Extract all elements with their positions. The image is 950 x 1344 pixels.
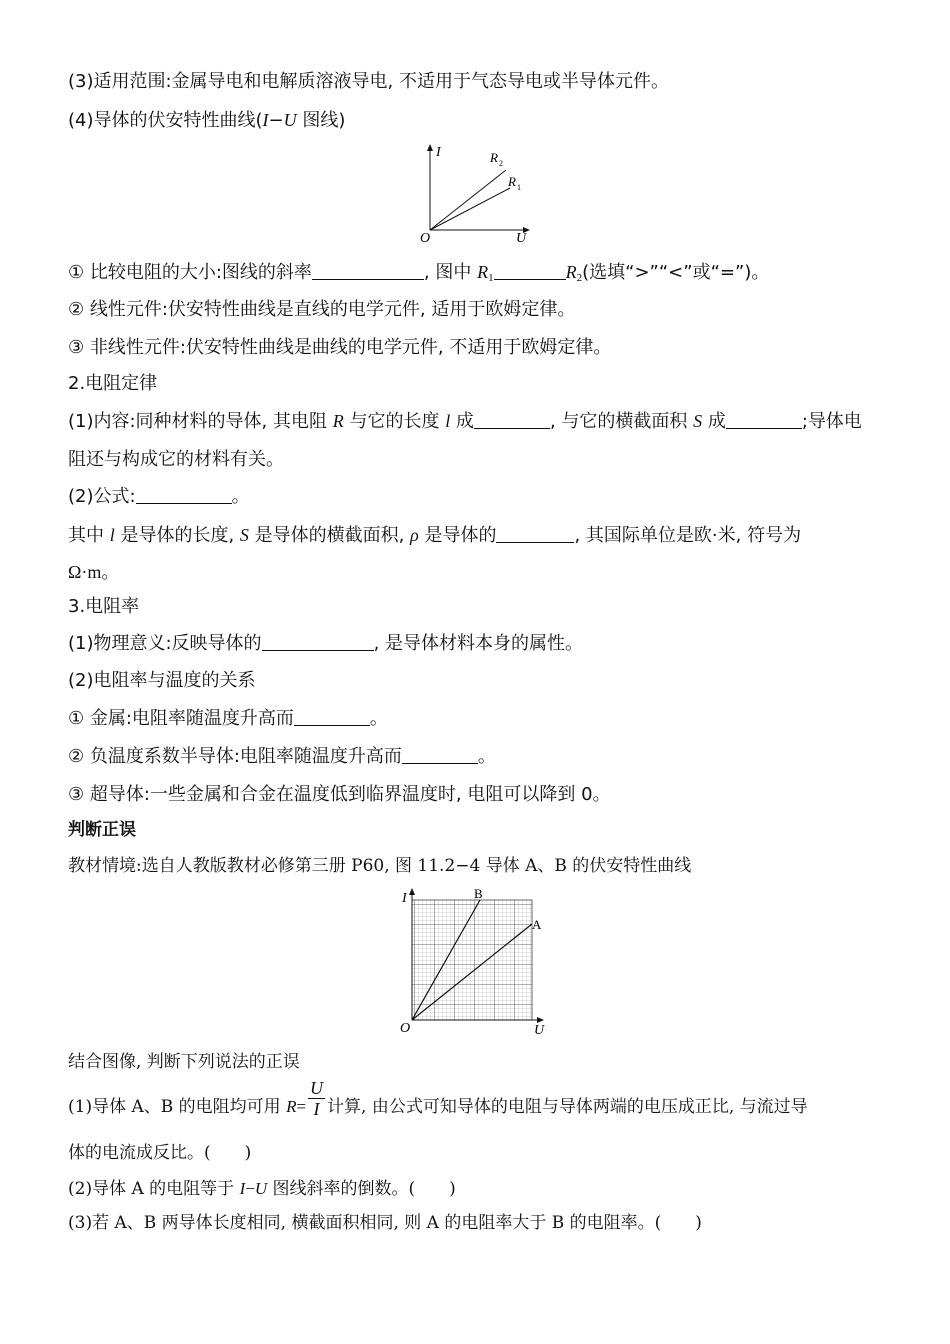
meaning-a: (1)物理意义:反映导体的 [68,633,262,654]
x-axis-label: U [516,231,527,246]
blank-area-relation[interactable] [726,410,802,429]
iu-graph-r1-r2 [410,142,540,250]
law-text-d: , 与它的横截面积 [549,411,694,432]
blank-formula[interactable] [136,485,232,504]
combine-instructions: 结合图像, 判断下列说法的正误 [68,1052,300,1072]
r2-subscript: 2 [499,159,503,168]
text-line-nonlinear [68,336,611,360]
metal-b: 。 [369,708,388,729]
law-text-c: 成 [450,411,474,432]
resistivity-heading: 3.电阻率 [68,596,140,617]
r2-symbol: R [565,262,577,282]
y-axis-label: I [402,891,407,906]
r1-symbol: R [477,262,489,282]
law-s-symbol: S [693,411,703,431]
statement-2-dash: − [245,1179,255,1198]
superconductor-text: ③ 超导体:一些金属和合金在温度低到临界温度时, 电阻可以降到 0。 [68,784,611,805]
statement-2-b[interactable]: 图线斜率的倒数。( ) [267,1179,456,1199]
text-line-textbook-context [68,854,691,878]
section-heading-true-false [68,818,136,842]
blank-compare-r[interactable] [494,261,566,280]
nonlinear-text: ③ 非线性元件:伏安特性曲线是曲线的电学元件, 不适用于欧姆定律。 [68,337,612,358]
text-line-linear [68,298,575,322]
statement-1-b: 计算, 由公式可知导体的电阻与导体两端的电压成正比, 与流过导 [327,1097,808,1117]
law-text-e: 成 [702,411,726,432]
blank-metal[interactable] [294,707,370,726]
statement-2 [68,1177,456,1201]
compare-text-end: (选填“>”“<”或“=”)。 [582,262,770,283]
meaning-b: , 是导体材料本身的属性。 [373,633,584,654]
text-line-iu-title [68,108,345,133]
text-line-law-content-cont [68,448,284,472]
blank-rho-meaning[interactable] [496,524,574,543]
line-a-label: A [532,917,542,932]
y-axis-arrow [427,144,433,151]
statement-1-eq: = [296,1097,307,1116]
x-axis-label: U [534,1023,545,1038]
metal-a: ① 金属:电阻率随温度升高而 [68,708,294,729]
iu-title-u: U [283,110,297,130]
blank-length-relation[interactable] [474,410,550,429]
compare-text-mid: , 图中 [423,262,478,283]
origin-label: O [400,1021,411,1036]
law-text-f: ;导体电 [801,411,862,432]
semi-a: ② 负温度系数半导体:电阻率随温度升高而 [68,746,402,767]
y-axis-arrow [409,888,415,895]
blank-physical-meaning[interactable] [262,632,374,651]
iu-title-i: I [262,110,269,130]
explain-b: 是导体的长度, [114,525,240,546]
temperature-relation: (2)电阻率与温度的关系 [68,670,256,691]
statement-1-line-1 [68,1078,808,1119]
semi-b: 。 [477,746,496,767]
text-line-superconductor [68,783,611,807]
law-r-symbol: R [332,411,344,431]
text-line-unit [68,560,119,585]
explain-l: l [109,525,115,545]
explain-c: 是导体的横截面积, [248,525,411,546]
blank-slope[interactable] [312,261,424,280]
line-r1 [430,188,510,230]
statement-1-r: R [286,1097,297,1116]
text-line-combine-instructions [68,1050,300,1074]
statement-3-text[interactable]: (3)若 A、B 两导体长度相同, 横截面积相同, 则 A 的电阻率大于 B 的电阻率。( ) [68,1213,702,1233]
explain-rho: ρ [410,525,419,545]
compare-text: ① 比较电阻的大小:图线的斜率 [68,262,312,283]
linear-text: ② 线性元件:伏安特性曲线是直线的电学元件, 适用于欧姆定律。 [68,299,576,320]
statement-1-line-2 [68,1141,251,1165]
iu-graph-a-b [394,884,554,1040]
text-line-metal [68,707,388,731]
text-line-formula-explain [68,523,801,548]
statement-2-i: I [239,1179,246,1198]
text-line-semiconductor [68,745,496,769]
r1-symbol-sub: 1 [488,272,494,284]
law-text-b: 与它的长度 [343,411,446,432]
r1-label: R [508,174,516,189]
statement-2-a: (2)导体 A 的电阻等于 [68,1179,240,1199]
section-heading-resistivity [68,595,139,619]
r2-symbol-sub: 2 [576,272,583,284]
iu-title-prefix: (4)导体的伏安特性曲线( [68,110,263,131]
text-line-temperature-relation [68,669,256,693]
text-line-law-content [68,409,862,434]
law-text-a: (1)内容:同种材料的导体, 其电阻 [68,411,333,432]
line-b-label: B [474,886,483,901]
law-text-cont: 阻还与构成它的材料有关。 [68,449,284,470]
law-l-symbol: l [445,411,451,431]
statement-3 [68,1211,702,1235]
line-r2 [430,170,506,230]
origin-label: O [420,231,431,246]
statement-2-u: U [254,1179,268,1198]
resistance-law-heading: 2.电阻定律 [68,373,158,394]
fraction-numerator: U [310,1078,324,1098]
textbook-context: 教材情境:选自人教版教材必修第三册 P60, 图 11.2−4 导体 A、B 的伏安特性曲线 [68,856,692,876]
scope-text: (3)适用范围:金属导电和电解质溶液导电, 不适用于气态导电或半导体元件。 [68,71,670,92]
text-line-scope [68,70,669,94]
section-heading-resistance-law [68,372,157,396]
text-line-formula [68,485,250,509]
statement-1-answer[interactable]: 体的电流成反比。( ) [68,1143,252,1163]
iu-title-dash: − [268,110,284,131]
r1-subscript: 1 [517,183,521,192]
blank-semiconductor[interactable] [402,745,478,764]
fraction-denominator: I [313,1099,320,1119]
r2-label: R [490,150,498,165]
formula-end: 。 [231,486,250,507]
explain-d: 是导体的 [418,525,497,546]
fraction-u-over-i [308,1078,325,1119]
explain-s: S [239,525,249,545]
unit-symbol: Ω·m。 [68,562,120,582]
formula-label: (2)公式: [68,486,136,507]
grid-area [412,900,532,1020]
explain-a: 其中 [68,525,110,546]
statement-1-a: (1)导体 A、B 的电阻均可用 [68,1097,287,1117]
y-axis-label: I [436,145,441,160]
text-line-physical-meaning [68,632,583,656]
text-line-compare-resistance [68,260,769,290]
true-false-heading: 判断正误 [68,820,136,840]
iu-title-suffix: 图线) [296,110,346,131]
explain-e: , 其国际单位是欧·米, 符号为 [574,525,802,546]
